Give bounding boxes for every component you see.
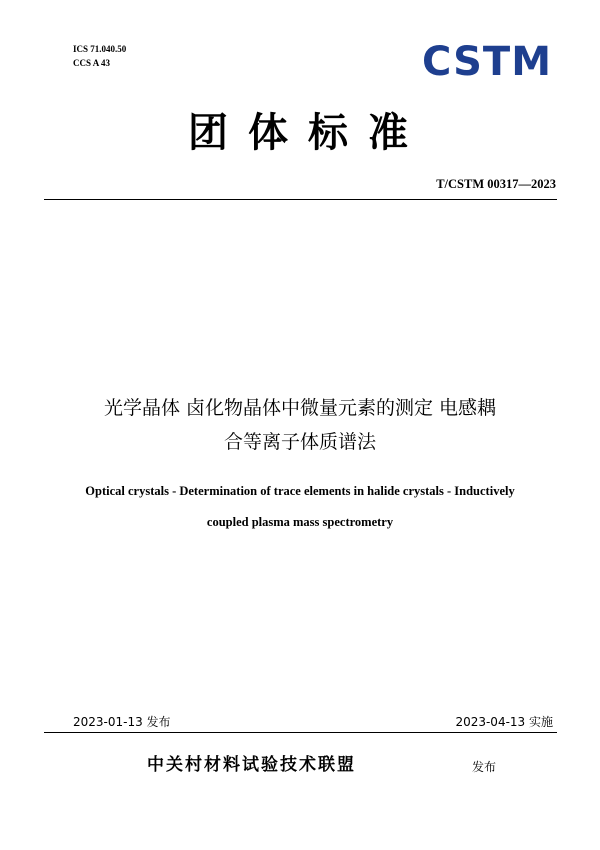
- ics-code: ICS 71.040.50: [73, 44, 127, 54]
- english-title-line-1: Optical crystals - Determination of trace elements in halide crystals - Inductively: [85, 484, 515, 498]
- chinese-title-line-1: 光学晶体 卤化物晶体中微量元素的测定 电感耦: [103, 397, 497, 419]
- publish-label: 发布: [472, 760, 497, 774]
- standard-number: T/CSTM 00317—2023: [436, 177, 556, 191]
- publisher-name: 中关村材料试验技术联盟: [147, 755, 356, 775]
- english-title-line-2: coupled plasma mass spectrometry: [206, 515, 394, 529]
- cstm-logo-text: CSTM: [422, 40, 552, 80]
- footer-divider: [44, 732, 557, 733]
- chinese-title-line-2: 合等离子体质谱法: [223, 431, 376, 453]
- header-divider: [44, 199, 557, 200]
- implementation-date: 2023-04-13 实施: [455, 715, 553, 729]
- ccs-code: CCS A 43: [73, 58, 111, 68]
- issue-date: 2023-01-13 发布: [73, 715, 171, 729]
- standard-type-heading: 团体标准: [188, 110, 428, 156]
- cstm-logo: [417, 40, 557, 80]
